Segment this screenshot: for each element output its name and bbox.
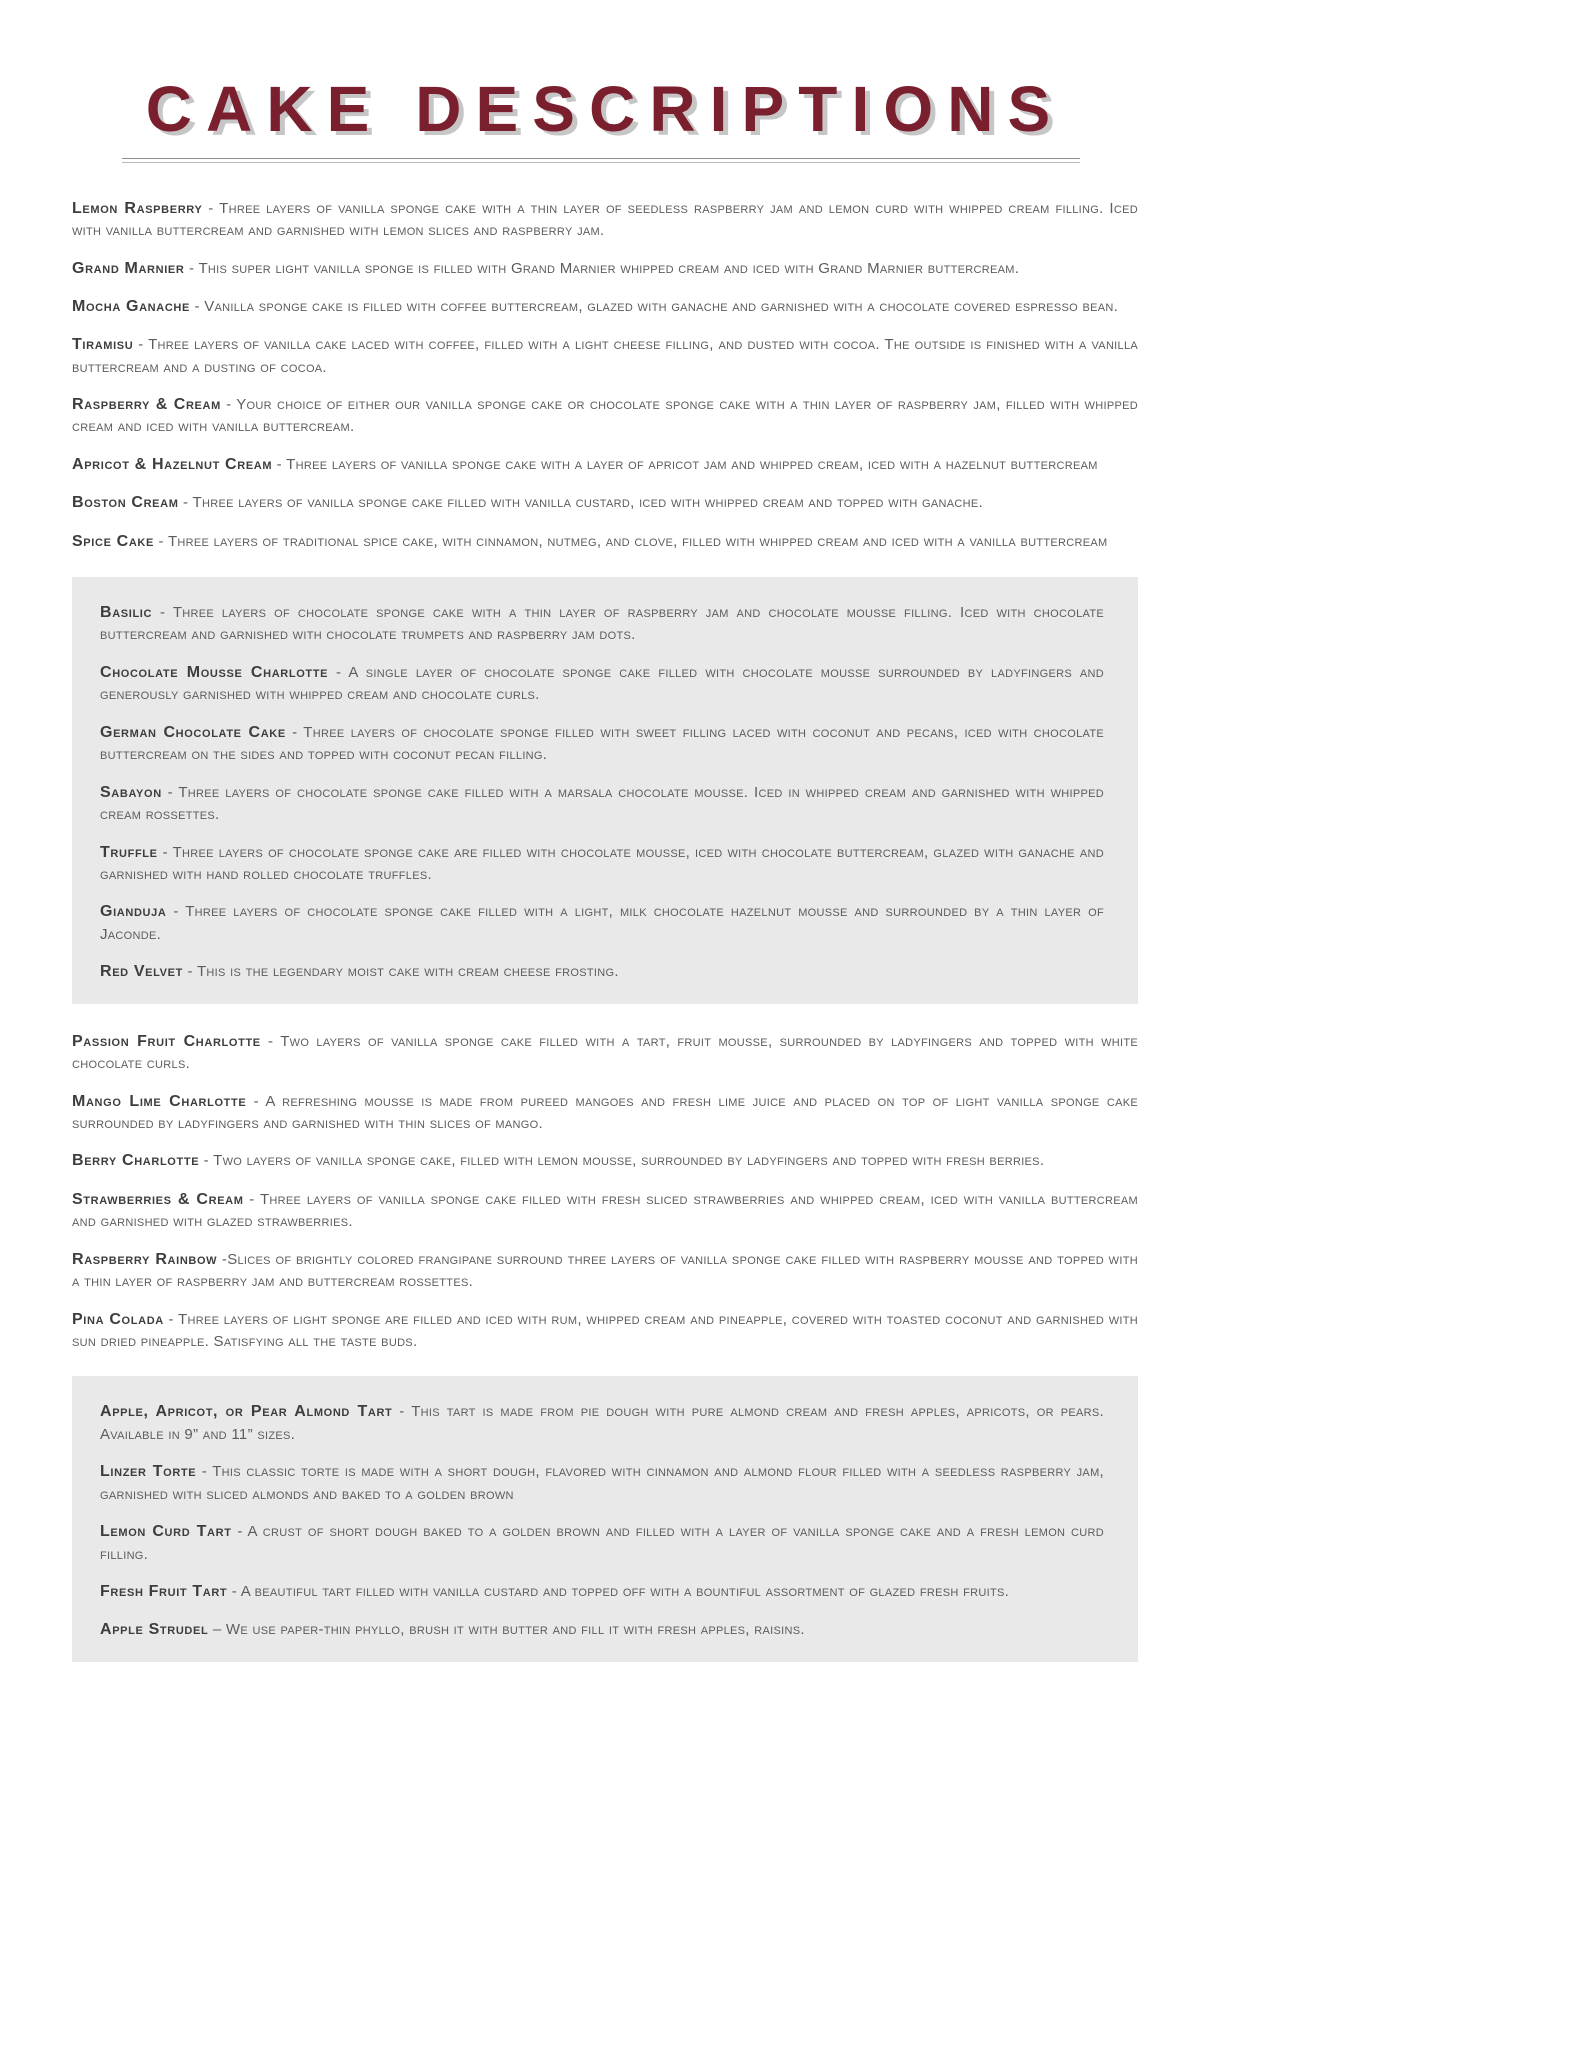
cake-description: – We use paper-thin phyllo, brush it with butter and fill it with fresh apples, raisins. xyxy=(212,1621,805,1639)
cake-description: - Three layers of chocolate sponge filled with sweet filling laced with coconut and pecans, iced with chocolate buttercream on the sides and topped with coconut pecan filling. xyxy=(100,723,1104,763)
cake-name: Mocha Ganache xyxy=(72,298,190,316)
cake-description: - This super light vanilla sponge is filled with Grand Marnier whipped cream and iced with Grand Marnier buttercream. xyxy=(188,259,1020,277)
cake-name: Apple Strudel xyxy=(100,1621,209,1639)
cake-entry xyxy=(100,1580,1104,1603)
cake-description: - A refreshing mousse is made from pureed mangoes and fresh lime juice and placed on top of light vanilla sponge cake surrounded by ladyfingers and garnished with thin slices of mango. xyxy=(72,1092,1138,1132)
cake-entry xyxy=(72,491,1138,514)
cake-description: - This classic torte is made with a short dough, flavored with cinnamon and almond flour filled with a seedless raspberry jam, garnished with sliced almonds and baked to a golden brown xyxy=(100,1463,1104,1503)
cake-entry xyxy=(72,1030,1138,1075)
cake-name: Basilic xyxy=(100,603,153,621)
cake-entry xyxy=(100,960,1104,983)
cake-description: - Three layers of vanilla cake laced with coffee, filled with a light cheese filling, and dusted with cocoa. The outside is finished with a vanilla buttercream and a dusting of cocoa. xyxy=(72,336,1139,376)
cake-entry xyxy=(100,781,1104,826)
cake-name: Pina Colada xyxy=(72,1310,164,1328)
cake-entry xyxy=(72,295,1138,318)
cake-name: Raspberry & Cream xyxy=(72,396,221,414)
cake-name: Apple, Apricot, or Pear Almond Tart xyxy=(100,1403,393,1421)
cake-name: Berry Charlotte xyxy=(72,1152,200,1170)
cake-entry xyxy=(72,257,1138,280)
cake-description: - This is the legendary moist cake with cream cheese frosting. xyxy=(187,963,619,981)
cake-name: Mango Lime Charlotte xyxy=(72,1092,247,1110)
section-specialty-cakes xyxy=(72,1030,1138,1353)
cake-description: - Your choice of either our vanilla sponge cake or chocolate sponge cake with a thin layer of raspberry jam, filled with whipped cream and iced with vanilla buttercream. xyxy=(72,396,1138,436)
page-title: CAKE DESCRIPTIONS xyxy=(145,73,1065,145)
cake-entry xyxy=(72,333,1138,378)
cake-description: - This tart is made from pie dough with pure almond cream and fresh apples, apricots, or pears. Available in 9” and 11” sizes. xyxy=(100,1403,1104,1443)
cake-entry xyxy=(100,900,1104,945)
cake-entry xyxy=(100,1460,1104,1505)
cake-name: Passion Fruit Charlotte xyxy=(72,1032,261,1050)
cake-description: - Three layers of traditional spice cake, with cinnamon, nutmeg, and clove, filled with whipped cream and iced with a vanilla buttercream xyxy=(158,532,1108,550)
section-chocolate-cakes-box xyxy=(72,577,1138,1004)
cake-entry xyxy=(100,601,1104,646)
cake-name: Tiramisu xyxy=(72,336,134,354)
cake-entry xyxy=(100,1400,1104,1445)
cake-entry xyxy=(72,1188,1138,1233)
title-divider-rule xyxy=(122,158,1080,163)
cake-name: Gianduja xyxy=(100,903,167,921)
cake-entry xyxy=(100,1618,1104,1641)
cake-description: - Three layers of chocolate sponge cake with a thin layer of raspberry jam and chocolate mousse filling. Iced with chocolate buttercream and garnished with chocolate trumpets and raspberry jam dots. xyxy=(100,603,1104,643)
cake-entry xyxy=(72,197,1138,242)
cake-description: - Three layers of chocolate sponge cake filled with a marsala chocolate mousse. Iced in whipped cream and garnished with whipped cream rossettes. xyxy=(100,783,1104,823)
cake-name: Sabayon xyxy=(100,783,162,801)
cake-entry xyxy=(72,1248,1138,1293)
cake-name: Red Velvet xyxy=(100,963,183,981)
cake-description: - Three layers of chocolate sponge cake filled with a light, milk chocolate hazelnut mousse and surrounded by a thin layer of Jaconde. xyxy=(100,903,1104,943)
cake-name: Strawberries & Cream xyxy=(72,1190,244,1208)
cake-name: Spice Cake xyxy=(72,532,154,550)
cake-description: - Three layers of vanilla sponge cake filled with vanilla custard, iced with whipped cream and topped with ganache. xyxy=(183,494,984,512)
cake-entry xyxy=(72,1090,1138,1135)
cake-name: Grand Marnier xyxy=(72,259,185,277)
cake-entry xyxy=(72,1308,1138,1353)
cake-description: - Three layers of light sponge are filled and iced with rum, whipped cream and pineapple, covered with toasted coconut and garnished with sun dried pineapple. Satisfying all the taste buds. xyxy=(72,1310,1139,1350)
document-content xyxy=(72,0,1138,1688)
cake-entry xyxy=(100,1520,1104,1565)
cake-entry xyxy=(72,1149,1138,1172)
cake-name: Truffle xyxy=(100,843,158,861)
cake-name: Linzer Torte xyxy=(100,1463,197,1481)
cake-name: Apricot & Hazelnut Cream xyxy=(72,456,273,474)
cake-name: Lemon Curd Tart xyxy=(100,1523,232,1541)
cake-entry xyxy=(100,841,1104,886)
cake-description: - Three layers of chocolate sponge cake are filled with chocolate mousse, iced with chocolate buttercream, glazed with ganache and garnished with hand rolled chocolate truffles. xyxy=(100,843,1105,883)
cake-name: Boston Cream xyxy=(72,494,179,512)
cake-name: Chocolate Mousse Charlotte xyxy=(100,663,329,681)
cake-description: - A single layer of chocolate sponge cake filled with chocolate mousse surrounded by ladyfingers and generously garnished with whipped cream and chocolate curls. xyxy=(100,663,1105,703)
cake-description: - A crust of short dough baked to a golden brown and filled with a layer of vanilla sponge cake and a fresh lemon curd filling. xyxy=(100,1523,1105,1563)
cake-description: - Three layers of vanilla sponge cake with a thin layer of seedless raspberry jam and lemon curd with whipped cream filling. Iced with vanilla buttercream and garnished with lemon slices and raspberry jam. xyxy=(72,200,1139,240)
cake-description: - Vanilla sponge cake is filled with coffee buttercream, glazed with ganache and garnished with a chocolate covered espresso bean. xyxy=(194,298,1119,316)
section-tarts-box xyxy=(72,1376,1138,1661)
cake-entry xyxy=(100,661,1104,706)
cake-name: German Chocolate Cake xyxy=(100,723,286,741)
section-classic-cakes xyxy=(72,197,1138,553)
cake-description: - A beautiful tart filled with vanilla custard and topped off with a bountiful assortment of glazed fresh fruits. xyxy=(231,1583,1010,1601)
cake-name: Raspberry Rainbow xyxy=(72,1250,218,1268)
cake-description: - Three layers of vanilla sponge cake with a layer of apricot jam and whipped cream, iced with a hazelnut buttercream xyxy=(276,456,1098,474)
cake-description: - Two layers of vanilla sponge cake filled with a tart, fruit mousse, surrounded by ladyfingers and topped with white chocolate curls. xyxy=(72,1032,1139,1072)
cake-entry xyxy=(72,530,1138,553)
cake-description: -Slices of brightly colored frangipane surround three layers of vanilla sponge cake filled with raspberry mousse and topped with a thin layer of raspberry jam and buttercream rossettes. xyxy=(72,1250,1138,1290)
cake-name: Lemon Raspberry xyxy=(72,200,203,217)
cake-entry xyxy=(72,393,1138,438)
cake-entry xyxy=(100,721,1104,766)
cake-entry xyxy=(72,453,1138,476)
cake-description: - Two layers of vanilla sponge cake, filled with lemon mousse, surrounded by ladyfingers and topped with fresh berries. xyxy=(203,1152,1045,1170)
cake-description: - Three layers of vanilla sponge cake filled with fresh sliced strawberries and whipped cream, iced with vanilla buttercream and garnished with glazed strawberries. xyxy=(72,1190,1139,1230)
cake-name: Fresh Fruit Tart xyxy=(100,1583,228,1601)
